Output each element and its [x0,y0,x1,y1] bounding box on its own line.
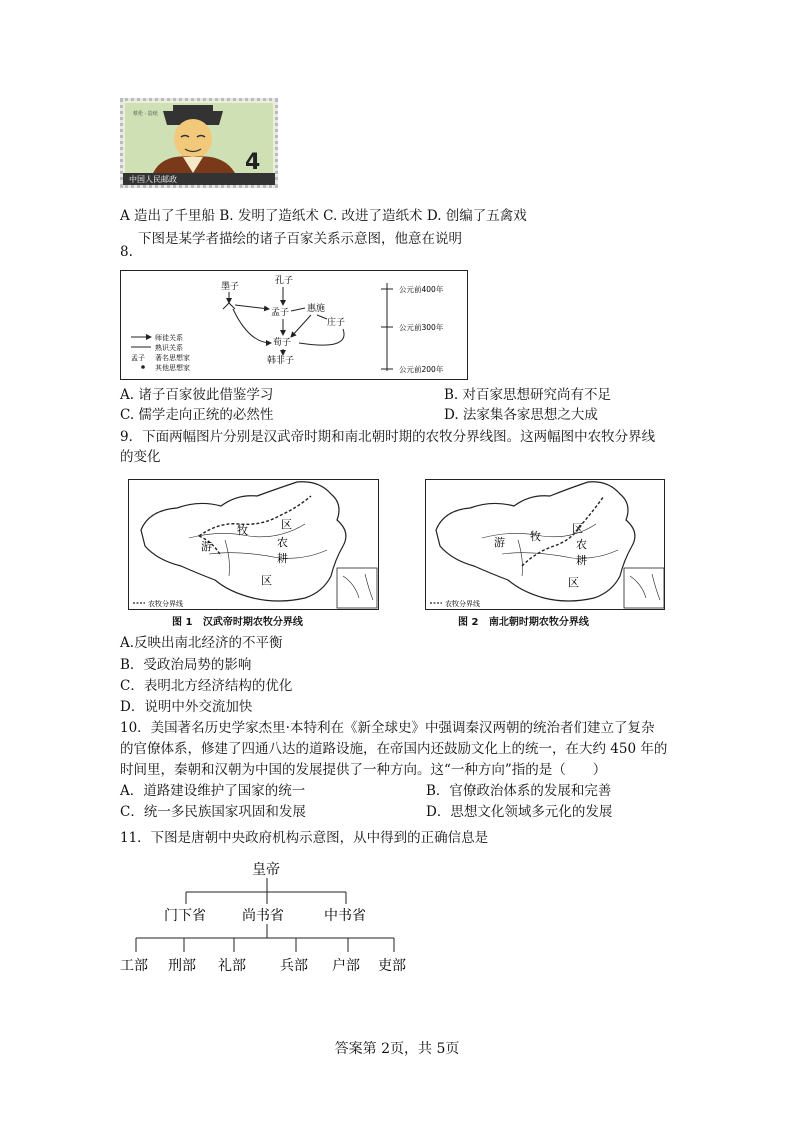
node-kongzi: 孔子 [275,276,294,286]
map1-label-you: 游 [201,540,212,553]
q10-option-a: A．道路建设维护了国家的统一 [120,783,306,799]
map-2-drawing [426,480,664,609]
tang-government-chart [110,858,420,980]
q8-option-d: D. 法家集各家思想之大成 [444,407,598,423]
timeline-300bc: 公元前300年 [399,323,444,332]
q8-option-a: A. 诸子百家彼此借鉴学习 [120,387,274,403]
q9-stem-line2: 的变化 [120,449,161,465]
org-shangshu: 尚书省 [242,908,284,924]
timeline-400bc: 公元前400年 [399,285,444,294]
node-huishi: 惠施 [307,304,326,314]
map-1-drawing [129,480,378,609]
q11-stem: 11．下图是唐朝中央政府机构示意图，从中得到的正确信息是 [120,830,489,846]
q8-stem: 下图是某学者描绘的诸子百家关系示意图，他意在说明 [138,231,462,247]
org-zhongshu: 中书省 [324,908,366,924]
org-libu-rites: 礼部 [218,958,246,974]
map1-label-nong: 农 [277,536,288,549]
stamp-caption: 蔡伦 · 造纸 [133,111,158,117]
q9-option-a: A.反映出南北经济的不平衡 [120,635,283,651]
page-footer: 答案第 2页，共 5页 [334,1041,460,1057]
node-mengzi: 孟子 [271,308,290,318]
map1-caption: 图 1 汉武帝时期农牧分界线 [172,617,303,628]
org-libu-personnel: 吏部 [378,958,406,974]
node-mozi: 墨子 [221,282,240,292]
q10-option-c: C．统一多民族国家巩固和发展 [120,804,306,820]
legend-famous: 著名思想家 [155,354,190,362]
timeline-200bc: 公元前200年 [399,365,444,374]
map2-label-qu1: 区 [572,522,583,535]
map1-legend: 农牧分界线 [148,600,183,608]
q9-stem-line1: 9．下面两幅图片分别是汉武帝时期和南北朝时期的农牧分界线图。这两幅图中农牧分界线 [120,429,656,445]
legend-sample: 孟子 [131,354,145,362]
q10-option-d: D．思想文化领域多元化的发展 [426,804,613,820]
org-bingbu: 兵部 [280,958,308,974]
schools-relation-diagram [121,271,467,379]
org-emperor: 皇帝 [252,862,280,878]
q9-option-c: C．表明北方经济结构的优化 [120,678,293,694]
q8-option-c: C. 儒学走向正统的必然性 [120,407,274,423]
map2-caption: 图 2 南北朝时期农牧分界线 [458,617,589,628]
node-hanfeizi: 韩非子 [267,356,295,366]
map2-label-mu: 牧 [530,530,541,543]
q8-diagram [120,270,468,380]
legend-teacher: 师徒关系 [155,334,183,342]
q9-option-b: B．受政治局势的影响 [120,657,252,673]
map1-label-mu: 牧 [237,524,248,537]
q10-line3: 时间里，秦朝和汉朝为中国的发展提供了一种方向。这“一种方向”指的是（ ） [120,762,607,778]
stamp-image [120,98,278,188]
q10-line1: 10．美国著名历史学家杰里·本特利在《新全球史》中强调秦汉两朝的统治者们建立了复杂 [120,720,655,736]
map2-legend: 农牧分界线 [445,600,480,608]
map2-label-you: 游 [494,536,505,549]
q7-options: A 造出了千里船 B. 发明了造纸术 C. 改进了造纸术 D. 创编了五禽戏 [120,208,527,224]
node-zhuangzi: 庄子 [327,318,346,328]
q10-line2: 的官僚体系，修建了四通八达的道路设施，在帝国内还鼓励文化上的统一，在大约 450 年的 [120,741,668,757]
map2-label-geng: 耕 [576,554,587,567]
map2-label-qu2: 区 [568,576,579,589]
map1-label-qu1: 区 [281,518,292,531]
map-2 [425,479,665,610]
q8-number: 8. [120,244,133,260]
org-menxia: 门下省 [164,908,206,924]
q8-option-b: B. 对百家思想研究尚有不足 [444,387,612,403]
q10-option-b: B．官僚政治体系的发展和完善 [426,783,612,799]
stamp-value: 4 [245,150,261,175]
org-gongbu: 工部 [120,958,148,974]
map1-label-geng: 耕 [277,552,288,565]
org-xingbu: 刑部 [168,958,196,974]
stamp-portrait [123,101,275,185]
legend-other: 其他思想家 [155,364,190,372]
map-1 [128,479,379,610]
q11-org-chart [110,858,420,980]
legend-acquaint: 熟识关系 [155,344,183,352]
map2-label-nong: 农 [576,538,587,551]
stamp-text: 中国人民邮政 [129,175,177,184]
q9-option-d: D．说明中外交流加快 [120,699,253,715]
node-xunzi: 荀子 [273,338,292,348]
map1-label-qu2: 区 [261,574,272,587]
org-hubu: 户部 [332,958,360,974]
